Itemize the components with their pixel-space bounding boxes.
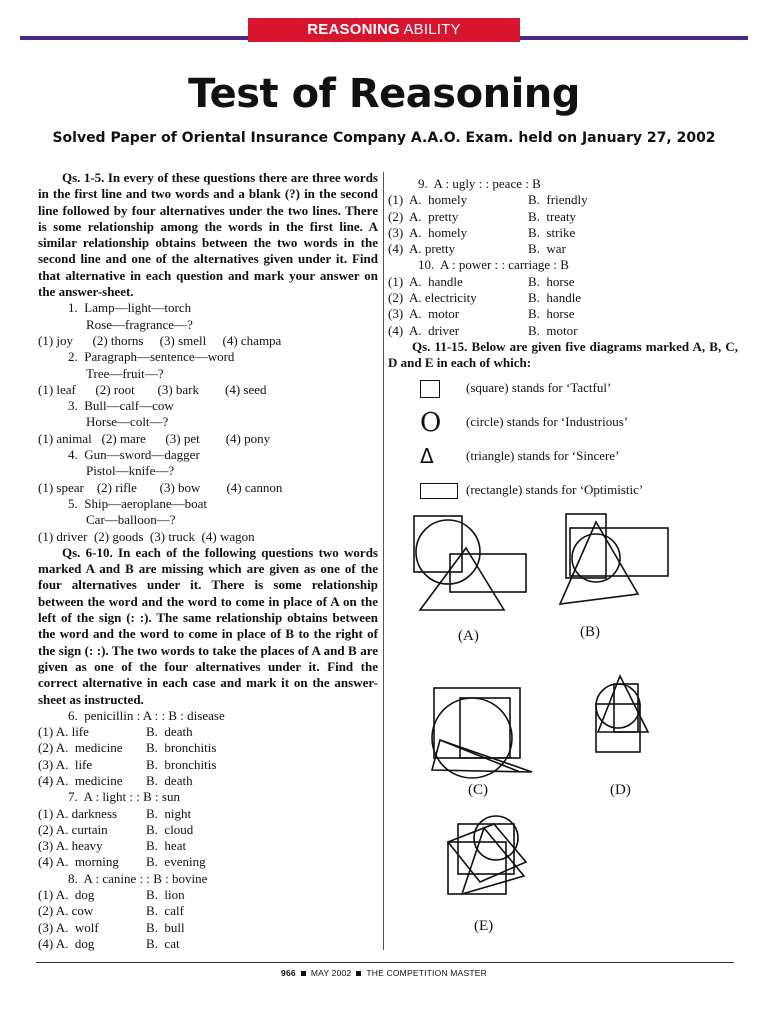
diagram-label-c: (C) bbox=[468, 782, 488, 798]
option-a: (3) A. motor bbox=[388, 306, 460, 322]
question-6-option-4 bbox=[38, 773, 378, 789]
option-b: B. lion bbox=[146, 887, 185, 903]
option-b: B. motor bbox=[528, 322, 578, 338]
question-1-options: (1) joy (2) thorns (3) smell (4) champa bbox=[38, 332, 282, 348]
question-8-stem: 8. A : canine : : B : bovine bbox=[68, 870, 208, 886]
option-a: (2) A. pretty bbox=[388, 208, 459, 224]
question-6-option-3 bbox=[38, 757, 378, 773]
legend-circle bbox=[388, 406, 738, 440]
diagram-label-d: (D) bbox=[610, 782, 631, 798]
legend-rectangle bbox=[388, 474, 738, 508]
circle-icon bbox=[420, 407, 460, 438]
option-a: (1) A. darkness bbox=[38, 805, 118, 821]
option-b: B. calf bbox=[146, 903, 184, 919]
diagrams-svg bbox=[400, 508, 700, 948]
option-a: (3) A. life bbox=[38, 756, 93, 772]
option-a: (2) A. cow bbox=[38, 903, 94, 919]
option-b: B. evening bbox=[146, 854, 206, 870]
option-b: B. death bbox=[146, 772, 193, 788]
diagram-d bbox=[596, 676, 648, 752]
left-column bbox=[38, 170, 378, 952]
question-6-stem: 6. penicillin : A : : B : disease bbox=[68, 707, 225, 723]
question-5-line1: 5. Ship—aeroplane—boat bbox=[68, 495, 207, 511]
question-2-options: (1) leaf (2) root (3) bark (4) seed bbox=[38, 381, 267, 397]
question-9-option-1 bbox=[388, 192, 738, 208]
option-b: B. heat bbox=[146, 838, 187, 854]
option-b: B. war bbox=[528, 241, 566, 257]
option-b: B. night bbox=[146, 805, 192, 821]
option-a: (4) A. pretty bbox=[388, 241, 456, 257]
question-7-option-3 bbox=[38, 838, 378, 854]
diagram-c bbox=[432, 688, 532, 778]
instructions-q1-5: Qs. 1-5. In every of these questions there are three words in the first line and two words and a blank (?) in the second line followed by four alternatives under the two lines. There is some relationship among the words in the first line. A similar relationship obtains between the two words in the second line and one of the alternatives given under it. Find that alternative in each question and mark your answer on the answer-sheet. bbox=[38, 170, 378, 300]
option-a: (2) A. medicine bbox=[38, 740, 123, 756]
section-label-light: ABILITY bbox=[403, 21, 461, 38]
option-a: (3) A. wolf bbox=[38, 919, 99, 935]
question-7-option-2 bbox=[38, 822, 378, 838]
page-subtitle: Solved Paper of Oriental Insurance Company A.A.O. Exam. held on January 27, 2002 bbox=[52, 130, 716, 146]
question-6-option-2 bbox=[38, 740, 378, 756]
instructions-q6-10: Qs. 6-10. In each of the following questions two words marked A and B are missing which are given as one of the four alternatives under it. There is some relationship between the word and the word to come in place of A on the left of the sign (: :). The same relationship obtains between the word and the word to come in place of B to the right of the sign (: :). The two words to take the places of A and B are given as one of the four alternatives under it. Find the correct alternative in each case and mark it on the answer-sheet as instructed. bbox=[38, 544, 378, 707]
option-a: (4) A. morning bbox=[38, 854, 119, 870]
question-6-option-1 bbox=[38, 724, 378, 740]
option-a: (1) A. life bbox=[38, 724, 89, 740]
option-b: B. cat bbox=[146, 935, 180, 951]
question-9-stem: 9. A : ugly : : peace : B bbox=[418, 176, 541, 191]
question-8-option-4 bbox=[38, 936, 378, 952]
option-a: (4) A. dog bbox=[38, 935, 95, 951]
header-rule-left bbox=[20, 36, 248, 40]
option-a: (3) A. homely bbox=[388, 224, 468, 240]
option-b: B. bull bbox=[146, 919, 185, 935]
diagram-e bbox=[448, 816, 526, 894]
bullet-square-icon bbox=[301, 971, 306, 976]
square-icon bbox=[420, 380, 460, 398]
question-10-option-3 bbox=[388, 306, 738, 322]
circle-glyph: O bbox=[420, 407, 442, 438]
header-rule-right bbox=[520, 36, 748, 40]
question-7-option-1 bbox=[38, 806, 378, 822]
option-b: B. horse bbox=[528, 273, 575, 289]
option-a: (1) A. dog bbox=[38, 887, 95, 903]
question-8-option-3 bbox=[38, 920, 378, 936]
legend-triangle bbox=[388, 440, 738, 474]
page-footer bbox=[0, 968, 768, 978]
option-a: (4) A. medicine bbox=[38, 772, 123, 788]
column-divider bbox=[383, 172, 384, 950]
option-a: (3) A. heavy bbox=[38, 838, 103, 854]
right-column bbox=[388, 176, 738, 508]
option-b: B. strike bbox=[528, 224, 576, 240]
footer-rule bbox=[36, 962, 734, 963]
question-3-options: (1) animal (2) mare (3) pet (4) pony bbox=[38, 430, 271, 446]
question-1-line2: Rose—fragrance—? bbox=[86, 316, 193, 332]
option-a: (4) A. driver bbox=[388, 322, 460, 338]
question-10-stem: 10. A : power : : carriage : B bbox=[418, 257, 569, 273]
diagram-label-a: (A) bbox=[458, 628, 479, 644]
section-label-bold: REASONING bbox=[307, 21, 400, 38]
option-b: B. bronchitis bbox=[146, 740, 217, 756]
option-b: B. treaty bbox=[528, 208, 577, 224]
section-banner bbox=[248, 18, 520, 42]
triangle-icon bbox=[420, 444, 460, 469]
instructions-q11-15: Qs. 11-15. Below are given five diagrams marked A, B, C, D and E in each of which: bbox=[388, 338, 738, 371]
question-9-option-2 bbox=[388, 209, 738, 225]
question-7-stem: 7. A : light : : B : sun bbox=[68, 789, 180, 805]
question-2-line2: Tree—fruit—? bbox=[86, 365, 164, 381]
question-4-line2: Pistol—knife—? bbox=[86, 463, 175, 479]
option-b: B. friendly bbox=[528, 192, 588, 208]
legend-square-text: (square) stands for ‘Tactful’ bbox=[466, 380, 612, 396]
bullet-square-icon bbox=[356, 971, 361, 976]
diagram-a bbox=[414, 516, 526, 610]
question-7-option-4 bbox=[38, 854, 378, 870]
question-10-option-1 bbox=[388, 274, 738, 290]
page-number: 966 bbox=[281, 968, 296, 978]
option-a: (2) A. electricity bbox=[388, 290, 477, 306]
question-9-option-4 bbox=[388, 241, 738, 257]
legend-circle-text: (circle) stands for ‘Industrious’ bbox=[466, 414, 629, 430]
question-2-line1: 2. Paragraph—sentence—word bbox=[68, 349, 235, 365]
diagram-label-e: (E) bbox=[474, 918, 494, 934]
legend-triangle-text: (triangle) stands for ‘Sincere’ bbox=[466, 448, 620, 464]
question-9-option-3 bbox=[388, 225, 738, 241]
question-5-options: (1) driver (2) goods (3) truck (4) wagon bbox=[38, 528, 255, 544]
question-10-option-2 bbox=[388, 290, 738, 306]
diagram-label-b: (B) bbox=[580, 624, 600, 640]
option-b: B. bronchitis bbox=[146, 756, 217, 772]
question-5-line2: Car—balloon—? bbox=[86, 512, 176, 528]
option-b: B. handle bbox=[528, 290, 582, 306]
question-3-line1: 3. Bull—calf—cow bbox=[68, 398, 174, 414]
option-b: B. cloud bbox=[146, 821, 194, 837]
legend-rectangle-text: (rectangle) stands for ‘Optimistic’ bbox=[466, 482, 644, 498]
diagram-b bbox=[560, 514, 668, 604]
question-8-option-2 bbox=[38, 903, 378, 919]
question-1-line1: 1. Lamp—light—torch bbox=[68, 300, 192, 316]
option-a: (2) A. curtain bbox=[38, 821, 108, 837]
question-4-line1: 4. Gun—sword—dagger bbox=[68, 447, 200, 463]
question-3-line2: Horse—colt—? bbox=[86, 414, 169, 430]
magazine-name: THE COMPETITION MASTER bbox=[366, 968, 487, 978]
triangle-glyph: Δ bbox=[420, 444, 434, 469]
question-4-options: (1) spear (2) rifle (3) bow (4) cannon bbox=[38, 479, 283, 495]
option-b: B. horse bbox=[528, 306, 575, 322]
diagram-figures bbox=[400, 508, 700, 948]
option-b: B. death bbox=[146, 724, 193, 740]
question-8-option-1 bbox=[38, 887, 378, 903]
rectangle-icon bbox=[420, 483, 460, 499]
option-a: (1) A. homely bbox=[388, 192, 468, 208]
page-title: Test of Reasoning bbox=[188, 71, 580, 117]
legend-square bbox=[388, 372, 738, 406]
question-10-option-4 bbox=[388, 323, 738, 339]
option-a: (1) A. handle bbox=[388, 273, 463, 289]
issue-date: MAY 2002 bbox=[310, 968, 352, 978]
